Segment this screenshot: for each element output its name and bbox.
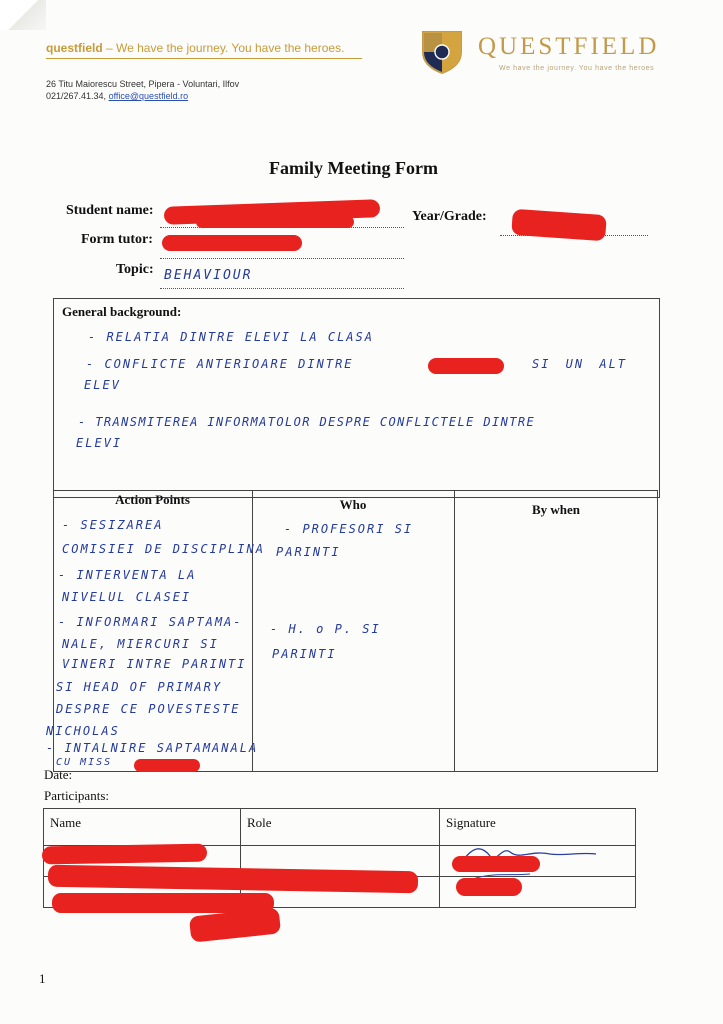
who-line: PARINTI xyxy=(272,647,337,661)
email-link[interactable]: office@questfield.ro xyxy=(108,91,189,101)
background-line: - CONFLICTE ANTERIOARE DINTRE xyxy=(86,357,354,371)
background-line: - TRANSMITEREA INFORMATOLOR DESPRE CONFLICTELE DINTRE xyxy=(78,415,536,429)
who-header: Who xyxy=(339,497,367,512)
brand-name: questfield xyxy=(46,41,103,55)
logo-tagline: We have the journey. You have the heroes xyxy=(499,65,655,72)
who-line: PARINTI xyxy=(276,545,341,559)
date-label: Date: xyxy=(44,767,73,782)
who-line: - PROFESORI SI xyxy=(284,522,414,536)
name-column-header: Name xyxy=(44,809,241,846)
participants-label: Participants: xyxy=(44,788,109,803)
page-number: 1 xyxy=(39,971,46,986)
column-divider xyxy=(454,490,455,772)
action-line: - SESIZAREA xyxy=(62,518,164,532)
topic-value: BEHAVIOUR xyxy=(164,268,253,283)
action-line: DESPRE CE POVESTESTE xyxy=(56,702,241,716)
redaction-mark xyxy=(452,856,540,872)
action-line: - INFORMARI SAPTAMA- xyxy=(58,615,243,629)
action-line: - INTERVENTA LA xyxy=(58,568,197,582)
general-background-box xyxy=(53,298,660,498)
form-tutor-label: Form tutor: xyxy=(81,232,153,247)
topic-label: Topic: xyxy=(116,262,154,277)
action-line: NALE, MIERCURI SI xyxy=(62,637,219,651)
action-line: SI HEAD OF PRIMARY xyxy=(56,680,223,694)
background-line: - RELATIA DINTRE ELEVI LA CLASA xyxy=(88,330,374,344)
who-line: - H. o P. SI xyxy=(270,622,381,636)
action-line: COMISIEI DE DISCIPLINA xyxy=(62,542,265,556)
brand-line xyxy=(46,41,344,55)
redaction-mark xyxy=(196,216,354,228)
redaction-mark xyxy=(456,878,522,896)
redaction-mark xyxy=(162,235,302,251)
general-background-label: General background: xyxy=(62,304,182,319)
action-line: NIVELUL CLASEI xyxy=(62,590,192,604)
background-line: ELEVI xyxy=(76,436,123,450)
background-line: ELEV xyxy=(84,378,121,392)
background-line: SI UN ALT xyxy=(532,357,628,371)
action-line: VINERI INTRE PARINTI xyxy=(62,657,247,671)
redaction-mark xyxy=(428,358,504,374)
phone: 021/267.41.34, xyxy=(46,91,109,101)
form-tutor-line xyxy=(160,258,404,259)
topic-line xyxy=(160,288,404,289)
action-points-header: Action Points xyxy=(115,492,190,507)
action-line: NICHOLAS xyxy=(46,724,120,738)
form-title: Family Meeting Form xyxy=(269,158,438,178)
redaction-mark xyxy=(52,893,274,913)
action-line: - INTALNIRE SAPTAMANALA xyxy=(46,741,259,755)
logo-wordmark: QUESTFIELD xyxy=(478,33,660,60)
redaction-mark xyxy=(511,209,607,241)
shield-logo-icon xyxy=(420,28,464,74)
student-name-label: Student name: xyxy=(66,203,154,218)
redaction-mark xyxy=(134,759,200,772)
role-column-header: Role xyxy=(241,809,440,846)
action-line: CU MISS xyxy=(56,757,113,768)
brand-rule xyxy=(46,58,362,59)
column-divider xyxy=(252,490,253,772)
folded-corner xyxy=(0,0,46,30)
signature-column-header: Signature xyxy=(440,809,636,846)
contact-line xyxy=(46,91,188,101)
by-when-header: By when xyxy=(531,502,581,517)
redaction-mark xyxy=(42,844,207,865)
brand-tagline: – We have the journey. You have the heroes. xyxy=(102,41,345,55)
year-grade-label: Year/Grade: xyxy=(412,209,487,224)
address: 26 Titu Maiorescu Street, Pipera - Voluntari, Ilfov xyxy=(46,79,240,89)
